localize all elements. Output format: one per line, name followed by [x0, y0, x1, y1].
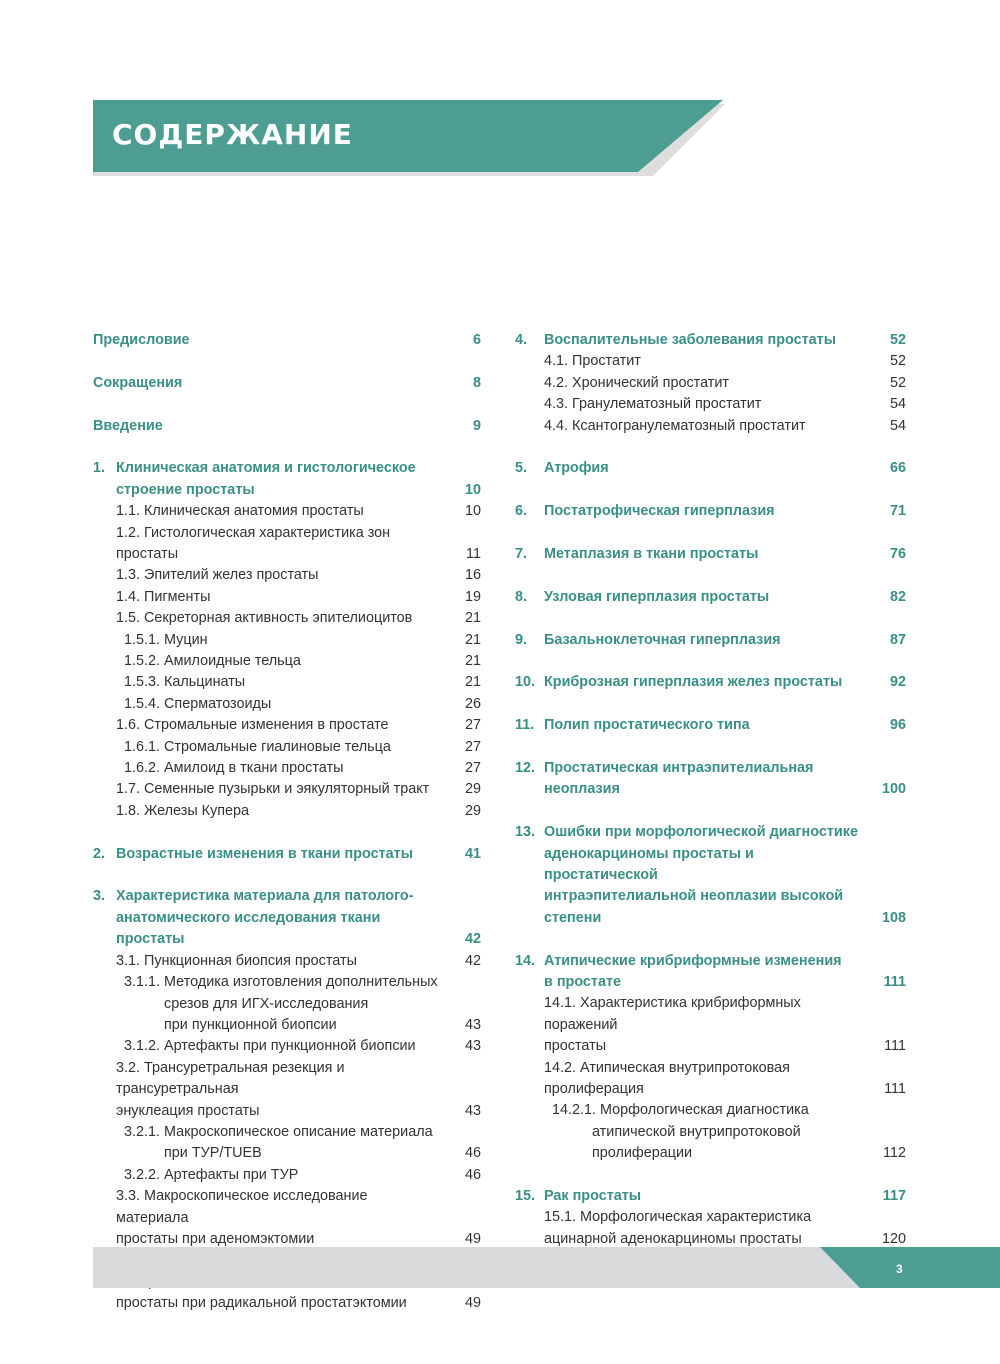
toc-entry[interactable]: [515, 1100, 906, 1164]
toc-entry-page: 29: [464, 802, 481, 819]
toc-entry-page: 43: [464, 1038, 481, 1055]
toc-entry[interactable]: [515, 715, 906, 736]
toc-entry-page: 111: [884, 1038, 906, 1055]
toc-entry-number: 14.2.1.: [552, 1102, 597, 1119]
toc-entry-page: 8: [472, 374, 481, 391]
toc-entry[interactable]: [515, 1207, 906, 1250]
toc-entry-page: 71: [889, 503, 906, 520]
toc-entry-page: 26: [464, 695, 481, 712]
toc-entry-page: 21: [464, 610, 481, 627]
toc-entry[interactable]: [93, 758, 481, 779]
toc-entry-number: 10.: [515, 674, 536, 691]
toc-entry-title: 10. Криброзная гиперплазия желез простаты: [515, 672, 906, 693]
toc-entry[interactable]: [93, 501, 481, 522]
toc-entry-page: 76: [889, 546, 906, 563]
toc-entry[interactable]: [515, 630, 906, 651]
toc-entry-title: 5. Атрофия: [515, 458, 906, 479]
toc-entry-page: 29: [464, 781, 481, 798]
toc-entry-page: 10: [464, 481, 481, 498]
toc-entry-title: 15. Рак простаты: [515, 1186, 906, 1207]
toc-entry-page: 43: [464, 1016, 481, 1033]
toc-entry[interactable]: [93, 458, 481, 501]
toc-entry-page: 108: [881, 909, 906, 926]
toc-entry-number: 1.2.: [116, 524, 141, 541]
toc-entry[interactable]: [93, 523, 481, 566]
toc-entry[interactable]: [515, 330, 906, 351]
toc-entry-title-cont: степени: [544, 909, 602, 926]
toc-entry-page: 49: [464, 1295, 481, 1312]
toc-entry-page: 82: [889, 588, 906, 605]
toc-entry-number: 1.5.: [116, 610, 141, 627]
toc-entry-number: 1.: [93, 460, 106, 477]
toc-entry-number: 14.1.: [544, 995, 577, 1012]
toc-entry-title: 11. Полип простатического типа: [515, 715, 906, 736]
toc-entry-number: 4.2.: [544, 374, 569, 391]
toc-entry-number: 3.1.2.: [124, 1038, 161, 1055]
toc-entry-number: 3.2.1.: [124, 1123, 161, 1140]
toc-entry-page: 46: [464, 1166, 481, 1183]
toc-entry-number: 4.1.: [544, 353, 569, 370]
toc-entry-title: 14.2.1. Морфологическая диагностика: [515, 1100, 906, 1121]
toc-entry-page: 42: [464, 952, 481, 969]
toc-entry-page: 10: [464, 503, 481, 520]
toc-entry[interactable]: [93, 1186, 481, 1250]
toc-entry-title: 14. Атипические крибриформные изменения: [515, 951, 906, 972]
toc-entry-page: 16: [464, 567, 481, 584]
toc-entry[interactable]: [93, 779, 481, 800]
toc-entry-title: 1.5.1. Муцин: [93, 630, 481, 651]
toc-entry-title: 1.7. Семенные пузырьки и эякуляторный тракт: [93, 779, 481, 800]
page-title: СОДЕРЖАНИЕ: [112, 118, 353, 151]
toc-entry-number: 1.6.: [116, 717, 141, 734]
toc-entry-title-cont: простаты при аденомэктомии: [116, 1230, 315, 1247]
toc-entry-title-cont: пролиферация: [544, 1081, 644, 1098]
toc-entry-page: 52: [889, 332, 906, 348]
toc-entry-page: 66: [889, 460, 906, 477]
toc-entry[interactable]: [93, 737, 481, 758]
toc-entry[interactable]: [93, 694, 481, 715]
toc-entry[interactable]: [93, 416, 481, 437]
toc-entry-number: 7.: [515, 546, 528, 563]
toc-entry[interactable]: [93, 330, 481, 351]
toc-entry-page: 6: [472, 332, 481, 348]
toc-entry-number: 4.4.: [544, 417, 569, 434]
toc-entry-number: 3.1.: [116, 952, 141, 969]
toc-entry-page: 117: [882, 1188, 906, 1205]
toc-entry[interactable]: [93, 608, 481, 629]
toc-entry-number: 1.5.1.: [124, 631, 161, 648]
toc-entry-title: 1.2. Гистологическая характеристика зон простаты: [116, 524, 391, 563]
toc-entry-number: 1.5.4.: [124, 695, 161, 712]
toc-entry[interactable]: [515, 587, 906, 608]
toc-entry-title: 4.1. Простатит: [515, 351, 906, 372]
toc-entry-number: 2.: [93, 845, 106, 862]
toc-entry[interactable]: [93, 565, 481, 586]
toc-entry-page: 49: [464, 1230, 481, 1247]
toc-entry-title: 1.6.2. Амилоид в ткани простаты: [93, 758, 481, 779]
toc-entry-page: 100: [881, 781, 906, 798]
toc-entry-title: 3.2.1. Макроскопическое описание материала: [93, 1122, 481, 1143]
toc-entry-title: 15.1. Морфологическая характеристика: [515, 1207, 906, 1228]
toc-entry-page: 41: [464, 845, 481, 862]
toc-entry-page: 111: [883, 974, 906, 991]
toc-entry-number: 1.5.2.: [124, 653, 161, 670]
toc-entry-title: 2. Возрастные изменения в ткани простаты: [93, 844, 481, 865]
toc-entry-title: 13. Ошибки при морфологической диагностике: [515, 822, 906, 843]
toc-entry-title: 3.2. Трансуретральная резекция и трансуретральная: [116, 1059, 345, 1098]
toc-entry-page: 52: [889, 353, 906, 370]
toc-entry-title: 1.4. Пигменты: [93, 587, 481, 608]
toc-entry-title: Введение: [93, 417, 163, 434]
toc-entry-title: 3.1. Пункционная биопсия простаты: [93, 951, 481, 972]
toc-entry[interactable]: [93, 587, 481, 608]
toc-entry-number: 1.1.: [116, 503, 141, 520]
toc-entry-page: 92: [889, 674, 906, 691]
toc-entry[interactable]: [93, 630, 481, 651]
toc-entry-number: 1.4.: [116, 588, 141, 605]
toc-entry-number: 1.6.1.: [124, 738, 161, 755]
toc-entry[interactable]: [93, 844, 481, 865]
toc-entry[interactable]: [515, 758, 906, 801]
toc-entry-number: 14.2.: [544, 1059, 577, 1076]
toc-entry-title: 1.1. Клиническая анатомия простаты: [93, 501, 481, 522]
toc-entry-number: 3.1.1.: [124, 974, 161, 991]
toc-entry-title-cont: в простате: [544, 974, 622, 991]
toc-entry-page: 21: [464, 653, 481, 670]
toc-entry[interactable]: [515, 1186, 906, 1207]
toc-entry-number: 9.: [515, 631, 528, 648]
toc-entry-page: 52: [889, 374, 906, 391]
toc-entry-page: 21: [464, 631, 481, 648]
toc-entry-page: 112: [883, 1145, 906, 1162]
toc-entry-number: 1.5.3.: [124, 674, 161, 691]
toc-entry-title: 7. Метаплазия в ткани простаты: [515, 544, 906, 565]
toc-right-column: [515, 330, 906, 1250]
toc-entry-title-cont: простаты: [544, 1038, 607, 1055]
toc-entry[interactable]: [515, 416, 906, 437]
toc-entry[interactable]: [515, 672, 906, 693]
toc-entry-title-cont: при ТУР/TUEB: [164, 1145, 262, 1162]
toc-entry-title: 1.5.4. Сперматозоиды: [93, 694, 481, 715]
toc-entry-number: 1.6.2.: [124, 760, 161, 777]
toc-entry-title: 1.5.3. Кальцинаты: [93, 672, 481, 693]
toc-entry[interactable]: [93, 1058, 481, 1122]
toc-entry-title: 9. Базальноклеточная гиперплазия: [515, 630, 906, 651]
toc-entry-page: 11: [466, 546, 481, 563]
toc-entry-number: 1.7.: [116, 781, 141, 798]
toc-entry-title: 6. Постатрофическая гиперплазия: [515, 501, 906, 522]
toc-entry-title: 1. Клиническая анатомия и гистологическое: [93, 458, 481, 479]
toc-entry-page: 42: [464, 931, 481, 948]
toc-entry-page: 27: [464, 738, 481, 755]
toc-entry-page: 21: [464, 674, 481, 691]
toc-entry-page: 120: [881, 1230, 906, 1247]
toc-entry-page: 46: [464, 1145, 481, 1162]
toc-entry-page: 43: [464, 1102, 481, 1119]
toc-entry-title: 1.5.2. Амилоидные тельца: [93, 651, 481, 672]
toc-entry-number: 12.: [515, 760, 536, 776]
toc-entry-page: 19: [464, 588, 481, 605]
toc-entry-title: 3.1.1. Методика изготовления дополнительных: [93, 972, 481, 993]
toc-entry-title: 4. Воспалительные заболевания простаты: [515, 330, 906, 351]
toc-entry[interactable]: [515, 458, 906, 479]
toc-entry[interactable]: [515, 394, 906, 415]
toc-entry-number: 6.: [515, 503, 528, 520]
toc-entry-page: 54: [889, 417, 906, 434]
toc-entry-title: 3.2.2. Артефакты при ТУР: [93, 1165, 481, 1186]
toc-entry-title-cont: срезов для ИГХ-исследования: [164, 995, 369, 1012]
toc-entry[interactable]: [93, 672, 481, 693]
toc-entry[interactable]: [515, 993, 906, 1057]
toc-entry-title: 3.3. Макроскопическое исследование материала: [116, 1188, 368, 1226]
toc-entry[interactable]: [515, 1058, 906, 1101]
toc-entry-title-cont: пролиферации: [592, 1145, 693, 1162]
toc-entry-title: Предисловие: [93, 332, 190, 348]
toc-entry-number: 3.2.2.: [124, 1166, 161, 1183]
toc-entry-title: 4.3. Гранулематозный простатит: [515, 394, 906, 415]
toc-entry[interactable]: [93, 951, 481, 972]
toc-entry[interactable]: [93, 1165, 481, 1186]
toc-entry-page: 96: [889, 717, 906, 734]
toc-entry-title-cont: при пункционной биопсии: [164, 1016, 337, 1033]
toc-entry-title-cont: анатомического исследования ткани простаты: [116, 909, 381, 948]
toc-entry[interactable]: [93, 801, 481, 822]
toc-entry-title-cont: простаты при радикальной простатэктомии: [116, 1295, 407, 1312]
toc-entry-number: 5.: [515, 460, 528, 477]
toc-entry[interactable]: [515, 501, 906, 522]
toc-entry-page: 27: [464, 717, 481, 734]
toc-entry[interactable]: [93, 1122, 481, 1165]
toc-entry-title: 12. Простатическая интраэпителиальная: [515, 758, 906, 779]
toc-entry-title-cont: энуклеация простаты: [116, 1102, 260, 1119]
toc-entry-title: 1.5. Секреторная активность эпителиоцитов: [93, 608, 481, 629]
toc-entry-title-cont: ацинарной аденокарциномы простаты: [544, 1230, 802, 1247]
toc-entry-number: 13.: [515, 824, 536, 841]
toc-entry-number: 8.: [515, 588, 528, 605]
toc-entry-title: 1.6.1. Стромальные гиалиновые тельца: [93, 737, 481, 758]
toc-entry-title-cont: строение простаты: [116, 481, 255, 498]
toc-entry[interactable]: [93, 715, 481, 736]
toc-entry[interactable]: [515, 822, 906, 929]
toc-entry-number: 15.: [515, 1188, 536, 1205]
toc-entry-title-cont: неоплазия: [544, 781, 620, 798]
toc-entry-title: 1.6. Стромальные изменения в простате: [93, 715, 481, 736]
page-number: 3: [896, 1262, 903, 1276]
toc-entry-page: 87: [889, 631, 906, 648]
toc-entry-page: 27: [464, 760, 481, 777]
toc-entry-number: 3.3.: [116, 1188, 141, 1205]
toc-entry-title-cont: аденокарциномы простаты и простатической: [544, 845, 754, 884]
toc-entry-page: 54: [889, 396, 906, 413]
toc-left-column: [93, 330, 481, 1315]
toc-entry-number: 14.: [515, 952, 536, 969]
toc-entry-number: 11.: [515, 717, 535, 734]
footer-shape: [93, 1247, 1000, 1288]
toc-entry[interactable]: [93, 1036, 481, 1057]
toc-entry-title: 4.4. Ксантогранулематозный простатит: [515, 416, 906, 437]
toc-entry[interactable]: [515, 544, 906, 565]
footer-bar: [93, 1247, 1000, 1288]
toc-entry-number: 4.: [515, 332, 528, 348]
toc-entry-title-cont: атипической внутрипротоковой: [592, 1123, 801, 1140]
toc-entry[interactable]: [93, 651, 481, 672]
toc-entry-page: 9: [472, 417, 481, 434]
toc-entry-title: 3.1.2. Артефакты при пункционной биопсии: [93, 1036, 481, 1057]
toc-entry[interactable]: [93, 886, 481, 950]
toc-entry-number: 3.2.: [116, 1059, 141, 1076]
toc-entry-title: 1.8. Железы Купера: [93, 801, 481, 822]
toc-entry[interactable]: [93, 972, 481, 1036]
toc-entry-title: 3. Характеристика материала для патолого-: [93, 886, 481, 907]
toc-entry[interactable]: [515, 951, 906, 994]
toc-entry-title: 1.3. Эпителий желез простаты: [93, 565, 481, 586]
toc-entry-title: 14.1. Характеристика крибриформных поражений: [544, 995, 801, 1033]
toc-entry-title-cont: интраэпителиальной неоплазии высокой: [544, 888, 844, 905]
toc-entry[interactable]: [93, 373, 481, 394]
toc-entry-number: 3.: [93, 888, 106, 905]
toc-entry-number: 1.8.: [116, 802, 141, 819]
toc-entry-title: 14.2. Атипическая внутрипротоковая: [515, 1058, 906, 1079]
toc-entry-title: 8. Узловая гиперплазия простаты: [515, 587, 906, 608]
toc-entry-page: 111: [884, 1081, 906, 1098]
toc-entry-title: 4.2. Хронический простатит: [515, 373, 906, 394]
toc-entry-number: 4.3.: [544, 396, 569, 413]
toc-entry[interactable]: [515, 373, 906, 394]
toc-entry-title: Сокращения: [93, 374, 183, 391]
toc-entry[interactable]: [515, 351, 906, 372]
toc-entry-number: 1.3.: [116, 567, 141, 584]
toc-entry-number: 15.1.: [544, 1209, 577, 1226]
